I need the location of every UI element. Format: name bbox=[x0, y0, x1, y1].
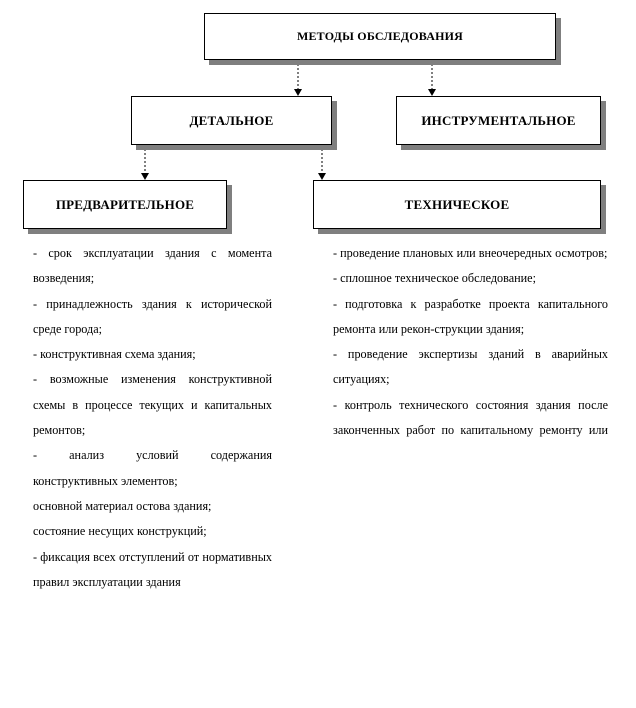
preliminary-list bbox=[33, 241, 272, 595]
instrumental-box bbox=[396, 96, 601, 145]
instrumental-label: ИНСТРУМЕНТАЛЬНОЕ bbox=[421, 112, 576, 128]
technical-label: ТЕХНИЧЕСКОЕ bbox=[404, 196, 510, 212]
detail-label: ДЕТАЛЬНОЕ bbox=[189, 112, 274, 128]
list-item: - конструктивная схема здания; bbox=[33, 347, 196, 362]
preliminary-box bbox=[23, 180, 227, 229]
arrowhead-preliminary bbox=[141, 173, 149, 180]
root-label: МЕТОДЫ ОБСЛЕДОВАНИЯ bbox=[296, 29, 464, 43]
detail-box bbox=[131, 96, 332, 145]
list-item: - проведение экспертизы зданий в аварийных ситуациях; bbox=[333, 347, 608, 387]
list-item: - контроль технического состояния здания после законченных работ по капитальному ремонту или bbox=[333, 397, 608, 438]
list-item: основной материал остова здания; bbox=[33, 498, 212, 513]
preliminary-label: ПРЕДВАРИТЕЛЬНОЕ bbox=[55, 196, 195, 212]
list-item: - фиксация всех отступлений от нормативных правил эксплуатации здания bbox=[33, 549, 272, 589]
root-box bbox=[204, 13, 556, 60]
technical-box bbox=[313, 180, 601, 229]
list-item: - проведение плановых или внеочередных осмотров; bbox=[333, 246, 608, 260]
list-item: - подготовка к разработке проекта капитального ремонта или рекон-струкции здания; bbox=[333, 296, 608, 336]
arrowhead-detail bbox=[294, 89, 302, 96]
list-item: - возможные изменения конструктивной схемы в процессе текущих и капитальных ремонтов; bbox=[33, 372, 272, 438]
list-item: - сплошное техническое обследование; bbox=[333, 271, 536, 286]
arrowhead-technical bbox=[318, 173, 326, 180]
list-item: - принадлежность здания к исторической среде города; bbox=[33, 296, 272, 336]
technical-list bbox=[333, 241, 608, 443]
list-item: - срок эксплуатации здания с момента возведения; bbox=[33, 246, 272, 286]
list-item: состояние несущих конструкций; bbox=[33, 524, 207, 539]
list-item: - анализ условий содержания конструктивных элементов; bbox=[33, 448, 272, 488]
arrowhead-instrumental bbox=[428, 89, 436, 96]
